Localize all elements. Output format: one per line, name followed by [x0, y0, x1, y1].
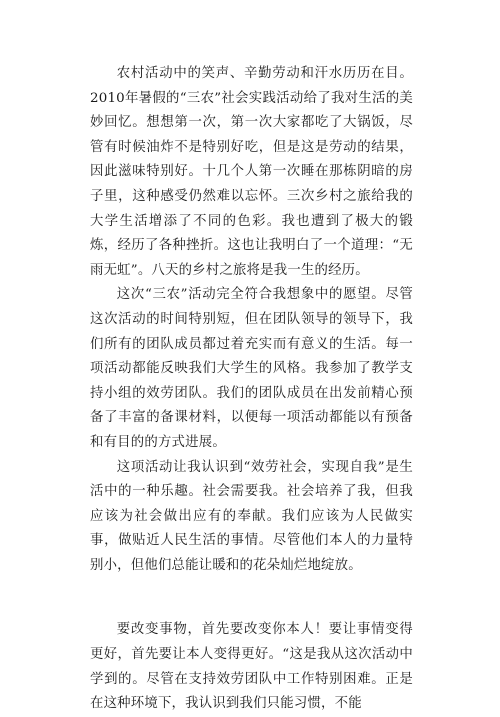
section-gap [90, 578, 413, 618]
paragraph-3: 这项活动让我认识到“效劳社会，实现自我”是生活中的一种乐趣。社会需要我。社会培养了我，但我应该为社会做出应有的奉献。我们应该为人民做实事，做贴近人民生活的事情。尽管他们本人的力量特别小，但他们总能让暖和的花朵灿烂地绽放。 [90, 459, 413, 573]
paragraph-1: 农村活动中的笑声、辛勤劳动和汗水历历在目。2010年暑假的“三农”社会实践活动给了我对生活的美妙回忆。想想第一次，第一次大家都吃了大锅饭，尽管有时候油炸不是特别好吃，但是这是劳动的结果，因此滋味特别好。十几个人第一次睡在那栋阴暗的房子里，这种感受仍然难以忘怀。三次乡村之旅给我的大学生活增添了不同的色彩。我也遭到了极大的锻炼，经历了各种挫折。这也让我明白了一个道理：“无雨无虹”。八天的乡村之旅将是我一生的经历。 [90, 66, 413, 278]
document-body [90, 62, 413, 717]
paragraph-2: 这次“三农”活动完全符合我想象中的愿望。尽管这次活动的时间特别短，但在团队领导的领导下，我们所有的团队成员都过着充实而有意义的生活。每一项活动都能反映我们大学生的风格。我参加了教学支持小组的效劳团队。我们的团队成员在出发前精心预备了丰富的备课材料，以便每一项活动都能以有预备和有目的的方式进展。 [90, 287, 413, 450]
paragraph-4: 要改变事物，首先要改变你本人！要让事情变得更好，首先要让本人变得更好。“这是我从这次活动中学到的。尽管在支持效劳团队中工作特别困难。正是在这种环境下，我认识到我们只能习惯，不能 [90, 622, 413, 712]
